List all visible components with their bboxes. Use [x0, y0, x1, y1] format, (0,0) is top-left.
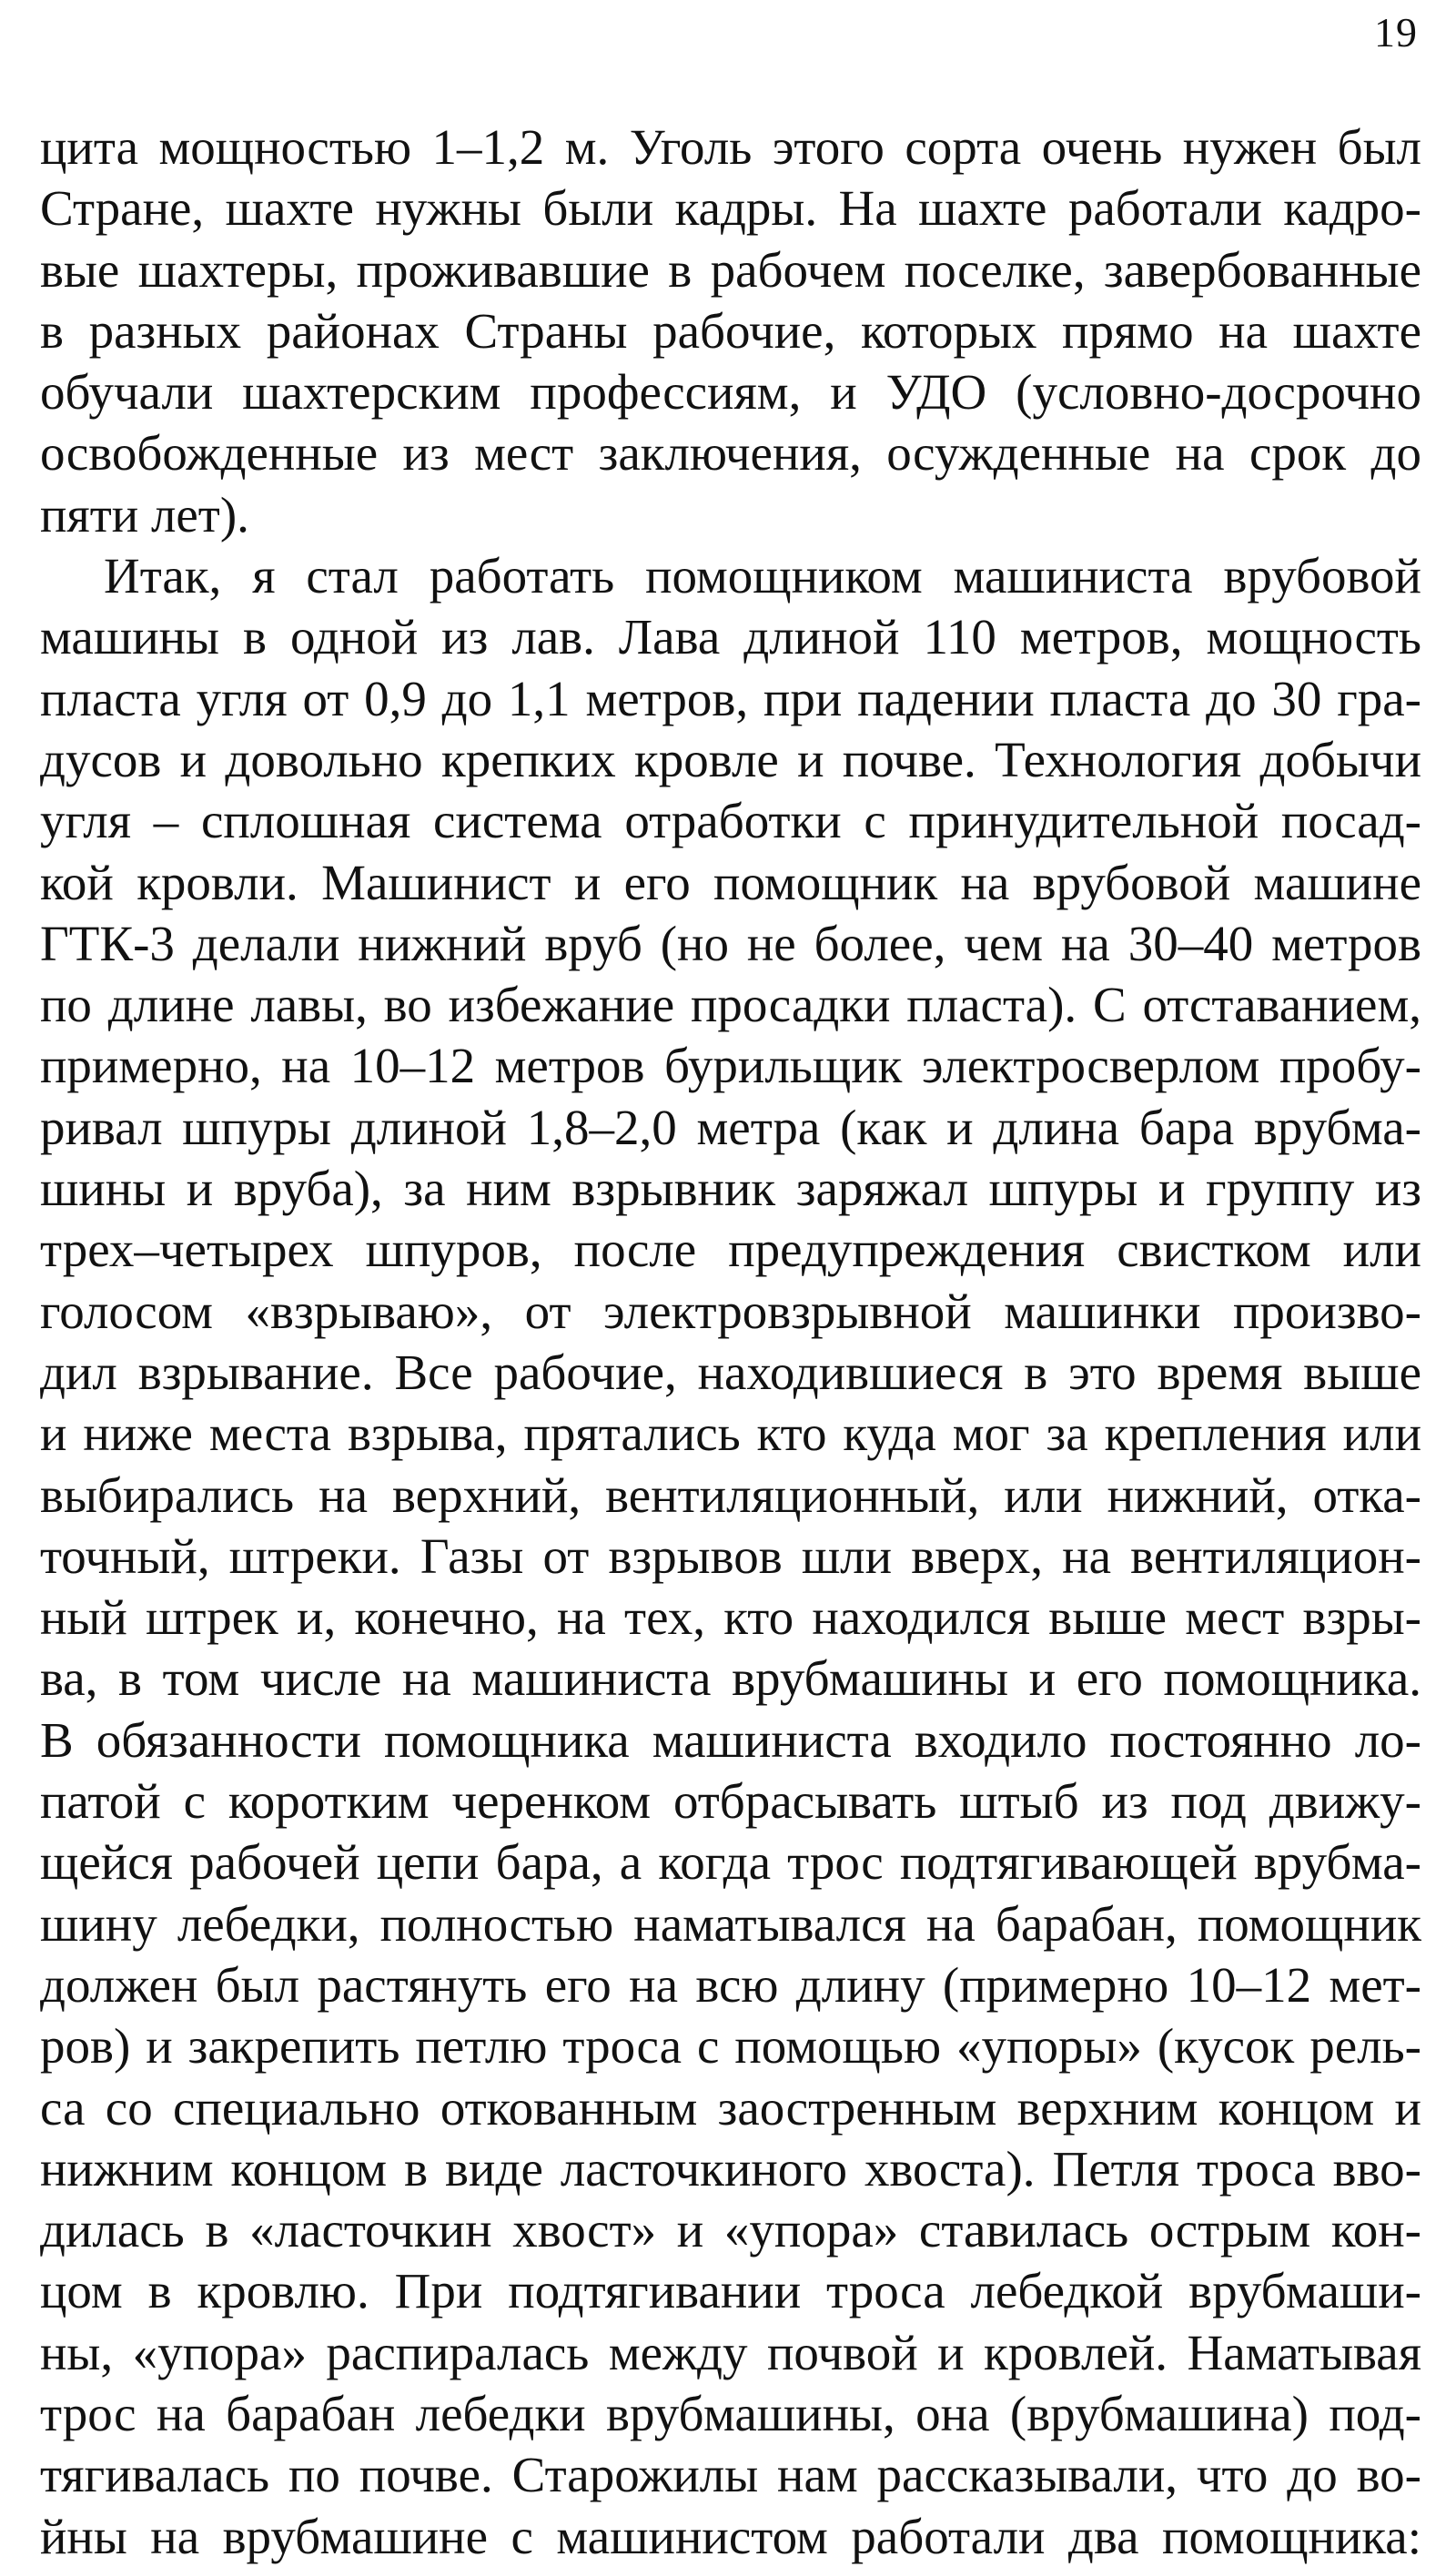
text-line: Стране, шахте нужны были кадры. На шахте работали кадро- [40, 180, 1421, 237]
text-line: ГТК-3 делали нижний вруб (но не более, чем на 30–40 метров [40, 915, 1421, 971]
text-line: ривал шпуры длиной 1,8–2,0 метра (как и длина бара врубма- [40, 1099, 1421, 1155]
text-line: пяти лет). [40, 486, 249, 543]
text-line: точный, штреки. Газы от взрывов шли вверх, на вентиляцион- [40, 1527, 1421, 1584]
text-line: Итак, я стал работать помощником машиниста врубовой [104, 548, 1421, 604]
text-line: кой кровли. Машинист и его помощник на врубовой машине [40, 854, 1421, 910]
text-line: трех–четырех шпуров, после предупреждения свистком или [40, 1222, 1421, 1278]
paragraph-1 [40, 117, 1421, 545]
text-line: В обязанности помощника машиниста входило постоянно ло- [40, 1711, 1421, 1768]
page-number: 19 [1374, 9, 1418, 56]
text-line: ны, «упора» распиралась между почвой и кровлей. Наматывая [40, 2324, 1421, 2380]
text-line: освобожденные из мест заключения, осужденные на срок до [40, 425, 1421, 482]
text-line: трос на барабан лебедки врубмашины, она (врубмашина) под- [40, 2385, 1421, 2441]
text-line: вые шахтеры, проживавшие в рабочем поселке, завербованные [40, 241, 1421, 298]
text-line: ный штрек и, конечно, на тех, кто находился выше мест взры- [40, 1589, 1421, 1646]
text-line: обучали шахтерским профессиям, и УДО (условно-досрочно [40, 364, 1421, 421]
text-line: ров) и закрепить петлю троса с помощью «упоры» (кусок рель- [40, 2018, 1421, 2075]
text-line: пласта угля от 0,9 до 1,1 метров, при падении пласта до 30 гра- [40, 670, 1421, 726]
text-line: должен был растянуть его на всю длину (примерно 10–12 мет- [40, 1956, 1421, 2013]
paragraph-2 [40, 545, 1421, 2567]
text-line: шину лебедки, полностью наматывался на барабан, помощник [40, 1895, 1421, 1952]
text-line: шины и вруба), за ним взрывник заряжал шпуры и группу из [40, 1161, 1421, 1217]
text-line: цита мощностью 1–1,2 м. Уголь этого сорта очень нужен был [40, 119, 1421, 175]
text-line: йны на врубмашине с машинистом работали два помощника: [40, 2508, 1421, 2564]
text-line: нижним концом в виде ласточкиного хвоста). Петля троса вво- [40, 2140, 1421, 2197]
text-line: в разных районах Страны рабочие, которых прямо на шахте [40, 302, 1421, 359]
text-line: са со специально откованным заостренным верхним концом и [40, 2079, 1421, 2136]
text-line: тягивалась по почве. Старожилы нам рассказывали, что до во- [40, 2447, 1421, 2503]
text-line: угля – сплошная система отработки с принудительной посад- [40, 793, 1421, 849]
text-line: машины в одной из лав. Лава длиной 110 метров, мощность [40, 609, 1421, 665]
text-line: дилась в «ласточкин хвост» и «упора» ставилась острым кон- [40, 2202, 1421, 2258]
text-line: щейся рабочей цепи бара, а когда трос подтягивающей врубма- [40, 1834, 1421, 1891]
body-text [40, 117, 1421, 2567]
text-line: цом в кровлю. При подтягивании троса лебедкой врубмаши- [40, 2263, 1421, 2319]
text-line: дил взрывание. Все рабочие, находившиеся в это время выше [40, 1344, 1421, 1400]
text-line: голосом «взрываю», от электровзрывной машинки произво- [40, 1283, 1421, 1339]
text-line: выбирались на верхний, вентиляционный, или нижний, отка- [40, 1466, 1421, 1523]
text-line: дусов и довольно крепких кровле и почве. Технология добычи [40, 731, 1421, 787]
text-line: и ниже места взрыва, прятались кто куда мог за крепления или [40, 1405, 1421, 1462]
text-line: по длине лавы, во избежание просадки пласта). С отставанием, [40, 977, 1421, 1033]
text-line: патой с коротким черенком отбрасывать штыб из под движу- [40, 1773, 1421, 1830]
text-line: примерно, на 10–12 метров бурильщик электросверлом пробу- [40, 1038, 1421, 1094]
text-line: ва, в том числе на машиниста врубмашины и его помощника. [40, 1650, 1421, 1707]
